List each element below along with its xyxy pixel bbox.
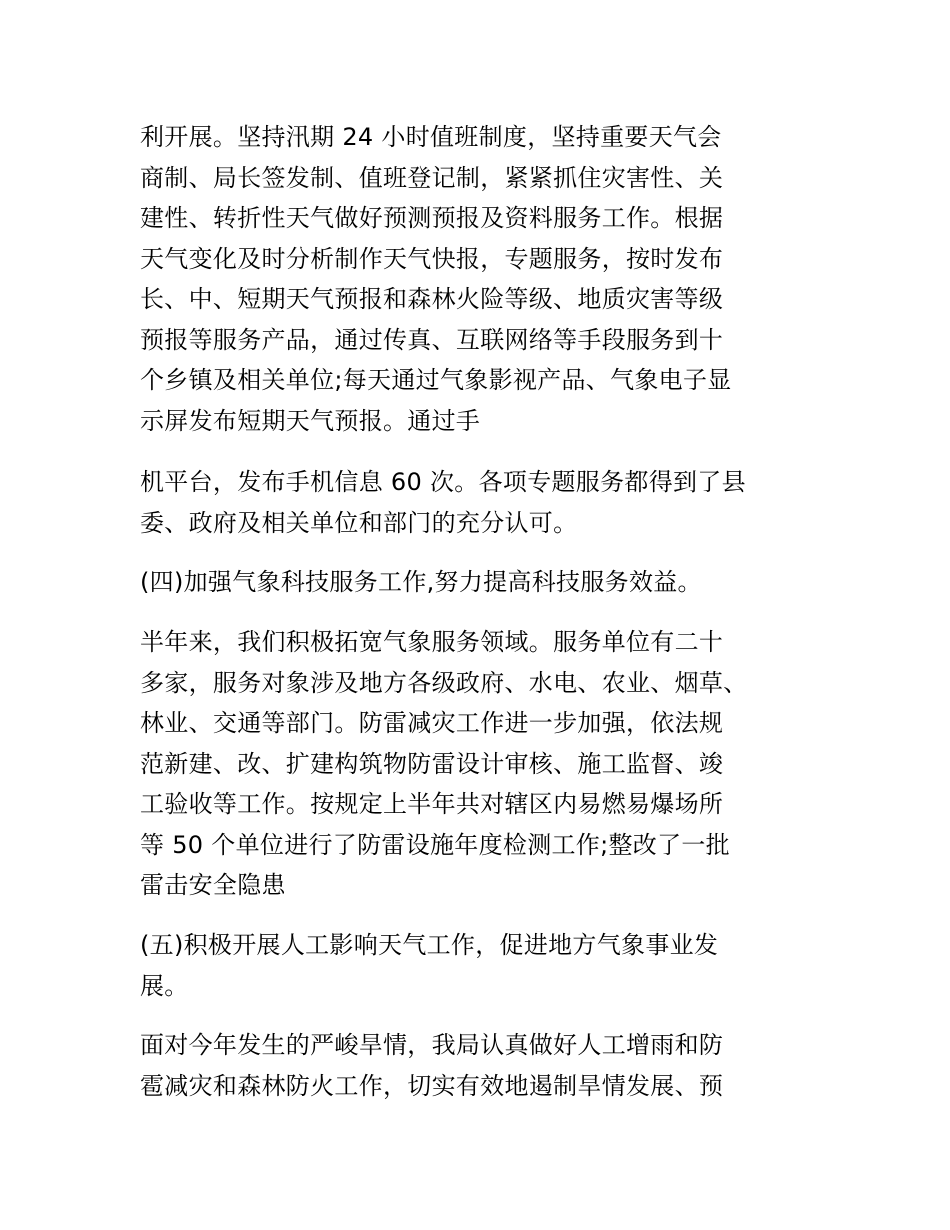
heading-line: (四)加强气象科技服务工作,努力提高科技服务效益。 bbox=[140, 568, 702, 596]
text-line: 利开展。坚持汛期 24 小时值班制度，坚持重要天气会 bbox=[140, 123, 722, 151]
section-heading-5 bbox=[140, 925, 820, 1006]
text-line: 长、中、短期天气预报和森林火险等级、地质灾害等级 bbox=[140, 285, 724, 313]
text-line: 预报等服务产品，通过传真、互联网络等手段服务到十 bbox=[140, 325, 724, 354]
paragraph-mobile-platform bbox=[140, 462, 820, 543]
text-line: 建性、转折性天气做好预测预报及资料服务工作。根据 bbox=[140, 204, 724, 232]
text-line: 天气变化及时分析制作天气快报，专题服务，按时发布 bbox=[140, 244, 724, 273]
text-line: 个乡镇及相关单位;每天通过气象影视产品、气象电子显 bbox=[140, 366, 732, 394]
text-line: 雹减灾和森林防火工作，切实有效地遏制旱情发展、预 bbox=[140, 1071, 724, 1100]
paragraph-weather-service bbox=[140, 117, 820, 441]
text-line: 商制、局长签发制、值班登记制，紧紧抓住灾害性、关 bbox=[140, 163, 724, 192]
text-line: 范新建、改、扩建构筑物防雷设计审核、施工监督、竣 bbox=[140, 749, 724, 778]
text-line: 雷击安全隐患 bbox=[140, 871, 286, 899]
text-line: 工验收等工作。按规定上半年共对辖区内易燃易爆场所 bbox=[140, 790, 724, 818]
text-line: 林业、交通等部门。防雷减灾工作进一步加强，依法规 bbox=[140, 709, 724, 737]
section-heading-4 bbox=[140, 562, 820, 603]
heading-line: 展。 bbox=[140, 971, 189, 1000]
text-line: 多家，服务对象涉及地方各级政府、水电、农业、烟草、 bbox=[140, 668, 748, 697]
text-line: 半年来，我们积极拓宽气象服务领域。服务单位有二十 bbox=[140, 628, 724, 656]
text-line: 示屏发布短期天气预报。通过手 bbox=[140, 406, 481, 435]
text-line: 委、政府及相关单位和部门的充分认可。 bbox=[140, 508, 578, 537]
paragraph-drought-response bbox=[140, 1025, 820, 1106]
paragraph-tech-service bbox=[140, 622, 820, 906]
text-line: 机平台，发布手机信息 60 次。各项专题服务都得到了县 bbox=[140, 468, 746, 496]
heading-line: (五)积极开展人工影响天气工作，促进地方气象事业发 bbox=[140, 931, 719, 959]
text-line: 等 50 个单位进行了防雷设施年度检测工作;整改了一批 bbox=[140, 830, 730, 859]
text-line: 面对今年发生的严峻旱情，我局认真做好人工增雨和防 bbox=[140, 1031, 724, 1059]
